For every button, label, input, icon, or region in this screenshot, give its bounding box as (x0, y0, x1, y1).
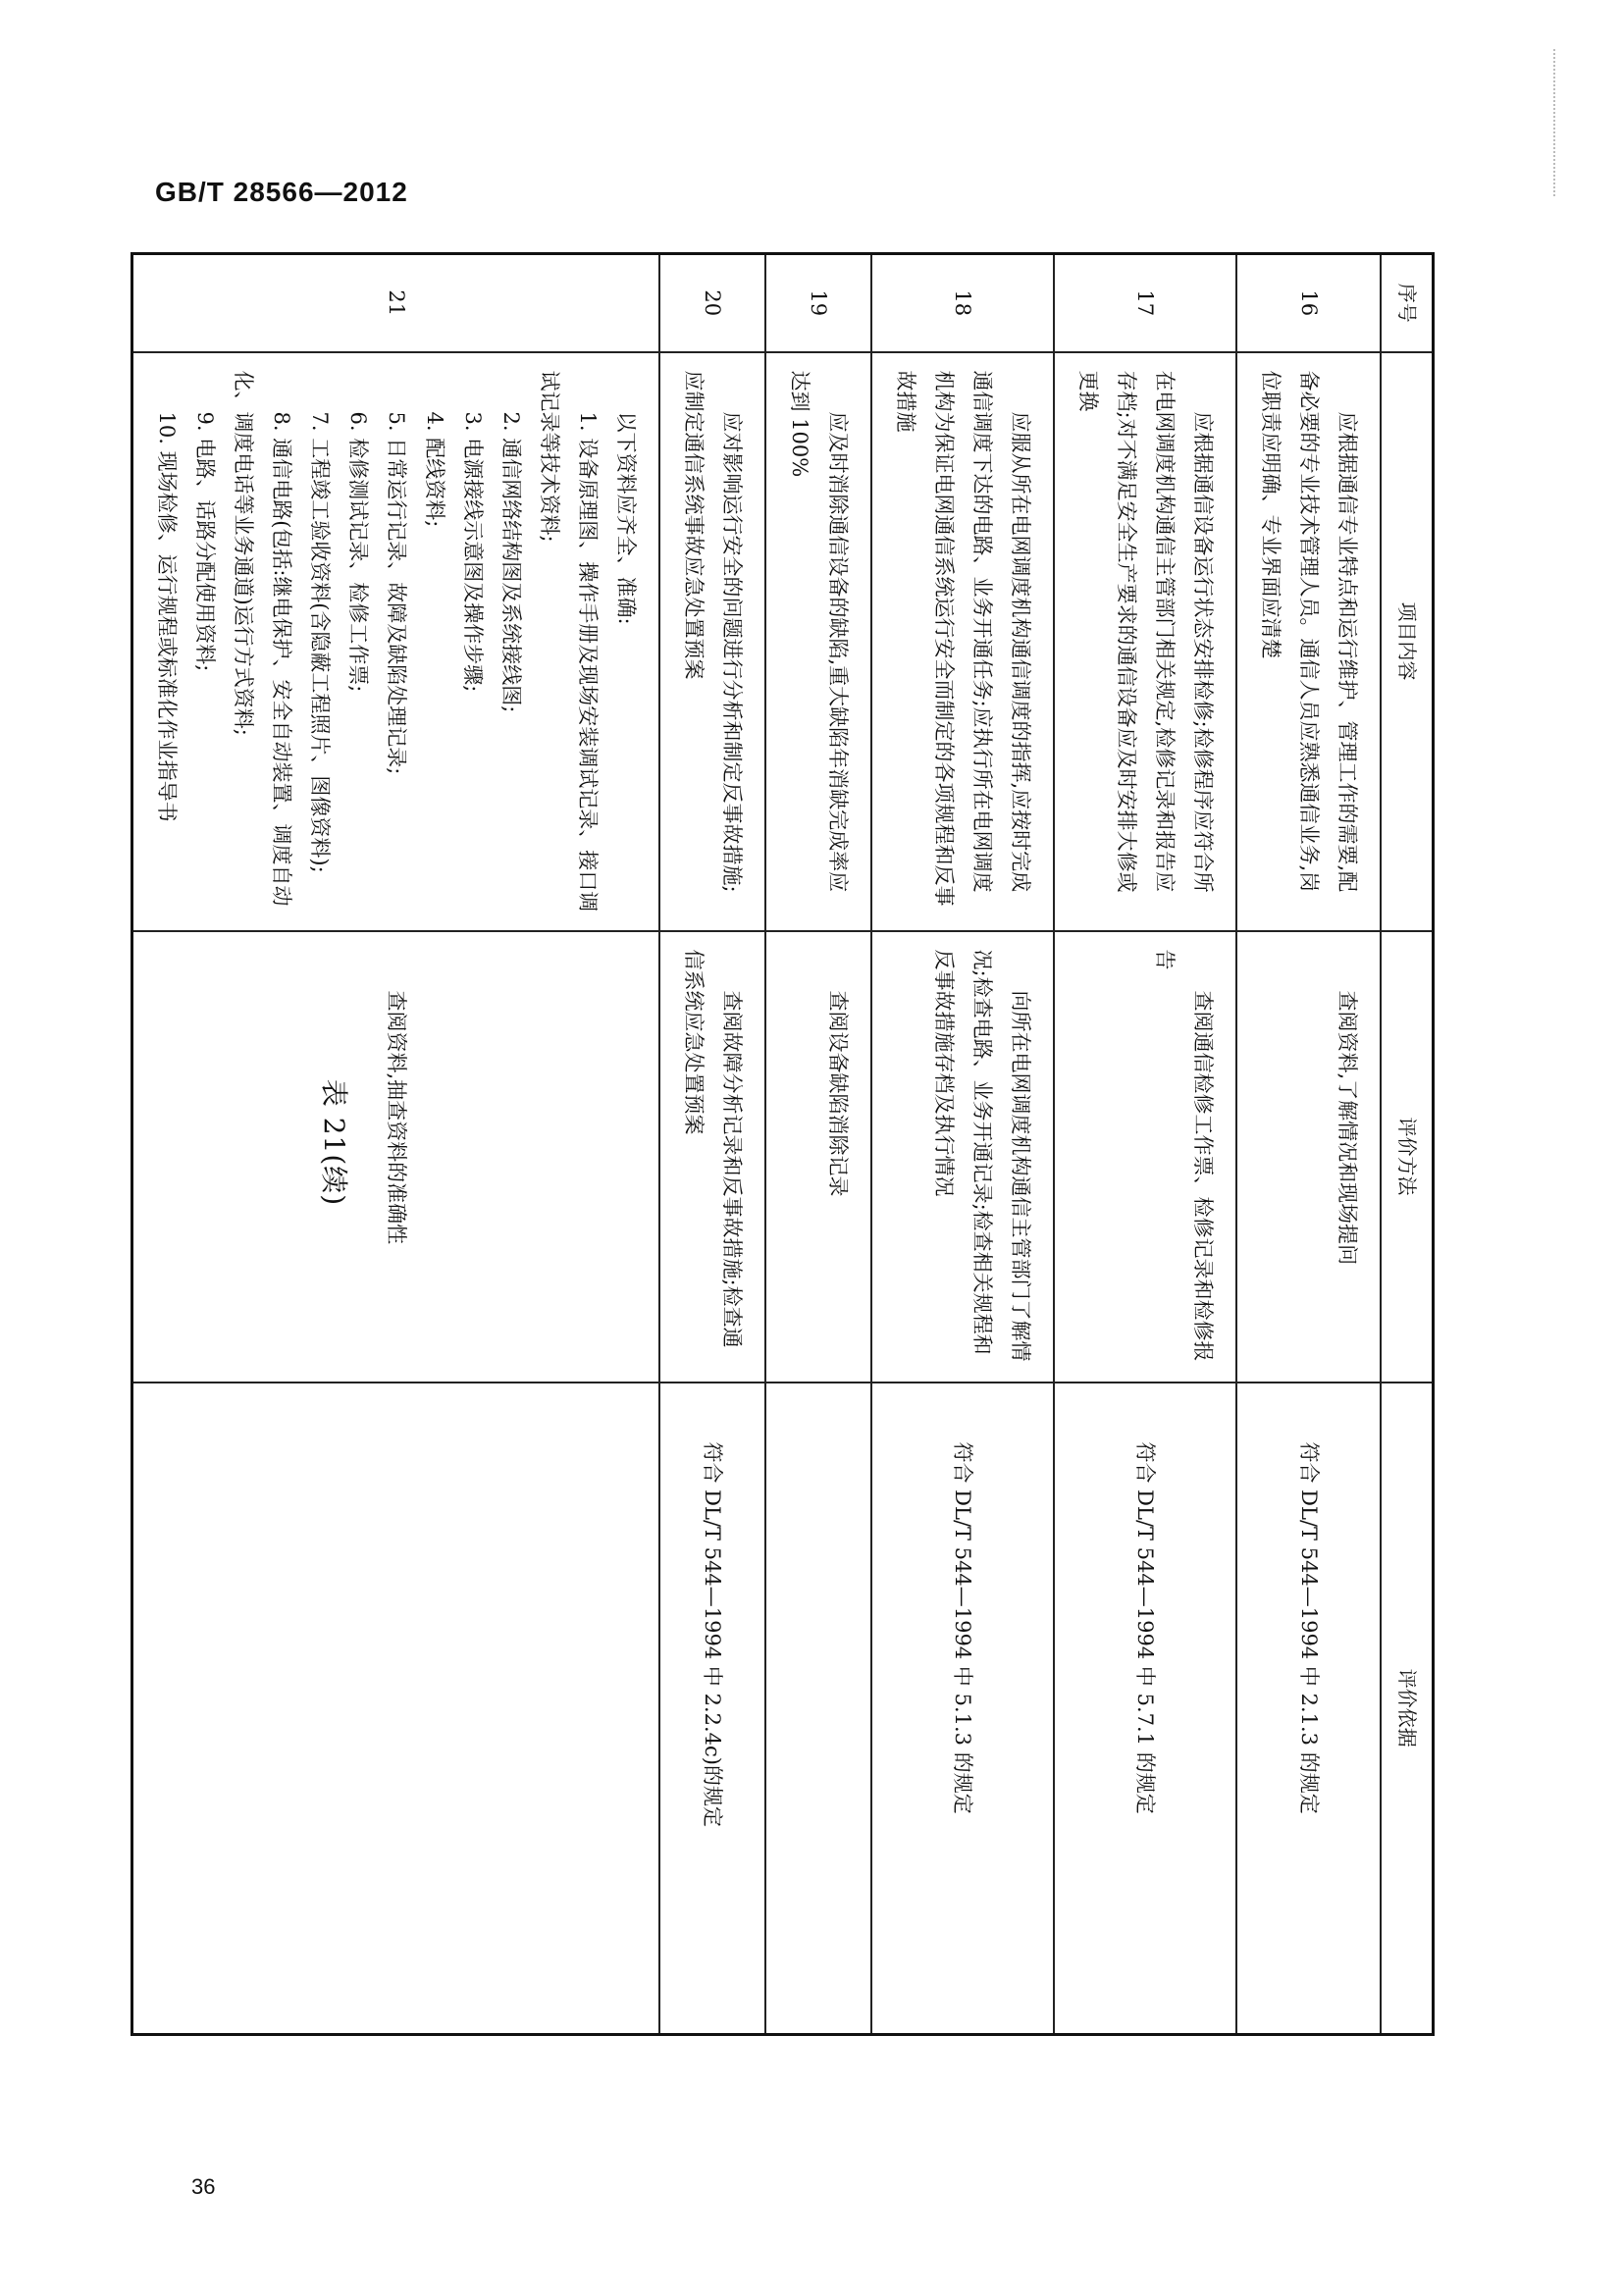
doc-list-item: 5. 日常运行记录、故障及缺陷处理记录; (385, 411, 408, 775)
row-basis (659, 1383, 765, 2035)
table-row (659, 254, 765, 2035)
row-content (659, 352, 765, 931)
row-method-text: 查阅设备缺陷消除记录 (826, 990, 850, 1197)
doc-list-item: 2. 通信网络结构图及系统接线图; (499, 411, 523, 713)
row-content (1054, 352, 1236, 931)
row-content (765, 352, 871, 931)
row-content-text: 应服从所在电网调度机构通信调度的指挥,应按时完成通信调度下达的电路、业务开通任务;应执行所在电网调度机构为保证电网通信系统运行安全而制定的各项规程和反事故措施 (894, 370, 1032, 907)
row-basis-text: 符合 DL/T 544—1994 中 5.7.1 的规定 (1133, 1441, 1158, 1814)
doc-list-item: 7. 工程竣工验收资料(含隐蔽工程照片、图像资料); (308, 411, 332, 873)
table-row (871, 254, 1054, 2035)
row-content-text: 应及时消除通信设备的缺陷,重大缺陷年消缺完成率应达到 100% (788, 370, 850, 893)
row-method (765, 931, 871, 1383)
doc-list-intro: 以下资料应齐全、准确: (614, 411, 638, 625)
table-header-row (1381, 254, 1434, 2035)
row-method-text: 查阅资料,了解情况和现场提问 (1335, 990, 1359, 1266)
row-seq: 18 (871, 254, 1054, 352)
row-basis-text: 符合 DL/T 544—1994 中 2.2.4c)的规定 (701, 1441, 725, 1827)
table-row (1236, 254, 1381, 2035)
row-content-text: 应对影响运行安全的问题进行分析和制定反事故措施;应制定通信系统事故应急处置预案 (682, 370, 744, 893)
row-content (1236, 352, 1381, 931)
row-method (132, 931, 660, 1383)
rotated-table-area (155, 252, 1435, 2033)
row-seq: 16 (1236, 254, 1381, 352)
row-basis (1054, 1383, 1236, 2035)
table-row (1054, 254, 1236, 2035)
row-seq: 19 (765, 254, 871, 352)
row-content-text: 应根据通信专业特点和运行维护、管理工作的需要,配备必要的专业技术管理人员。通信人员应熟悉通信业务,岗位职责应明确、专业界面应清楚 (1259, 370, 1359, 893)
row-seq: 21 (132, 254, 660, 352)
row-method-text: 向所在电网调度机构通信主管部门了解情况;检查电路、业务开通记录;检查相关规程和反事故措施存档及执行情况 (932, 949, 1032, 1362)
row-method (1236, 931, 1381, 1383)
page-number: 36 (191, 2174, 216, 2199)
doc-list-item: 4. 配线资料; (423, 411, 446, 528)
header-content: 项目内容 (1381, 352, 1434, 931)
row-seq: 17 (1054, 254, 1236, 352)
row-method (871, 931, 1054, 1383)
header-basis: 评价依据 (1381, 1383, 1434, 2035)
scan-edge-mark (1553, 49, 1557, 196)
row-content (132, 352, 660, 931)
row-method-text: 查阅资料,抽查资料的准确性 (385, 990, 408, 1245)
table-row (132, 254, 660, 2035)
doc-list-item: 1. 设备原理图、操作手册及现场安装调试记录、接口调试记录等技术资料; (538, 370, 600, 913)
row-method-text: 查阅通信检修工作票、检修记录和检修报告 (1153, 949, 1215, 1362)
table-row (765, 254, 871, 2035)
standard-code: GB/T 28566—2012 (155, 177, 408, 207)
row-basis (871, 1383, 1054, 2035)
row-content (871, 352, 1054, 931)
doc-list-item: 9. 电路、话路分配使用资料; (193, 411, 217, 672)
row-method (1054, 931, 1236, 1383)
row-basis (765, 1383, 871, 2035)
row-method-text: 查阅故障分析记录和反事故措施;检查通信系统应急处置预案 (682, 949, 744, 1348)
doc-list-item: 8. 通信电路(包括:继电保护、安全自动装置、调度自动化、调度电话等业务通道)运行方式资料; (232, 370, 293, 907)
row-basis (132, 1383, 660, 2035)
doc-list-item: 10. 现场检修、运行规程或标准化作业指导书 (155, 411, 179, 822)
header-seq: 序号 (1381, 254, 1434, 352)
table-caption: 表 21(续) (318, 1078, 350, 1207)
row-basis-text: 符合 DL/T 544—1994 中 2.1.3 的规定 (1297, 1441, 1321, 1814)
row-basis-text: 符合 DL/T 544—1994 中 5.1.3 的规定 (951, 1441, 975, 1814)
doc-list-item: 6. 检修测试记录、检修工作票; (346, 411, 370, 693)
row-seq: 20 (659, 254, 765, 352)
row-method (659, 931, 765, 1383)
row-content-text: 应根据通信设备运行状态安排检修;检修程序应符合所在电网调度机构通信主管部门相关规定,检修记录和报告应存档;对不满足安全生产要求的通信设备应及时安排大修或更换 (1076, 370, 1215, 893)
doc-list-item: 3. 电源接线示意图及操作步骤; (461, 411, 485, 693)
row-basis (1236, 1383, 1381, 2035)
header-method: 评价方法 (1381, 931, 1434, 1383)
